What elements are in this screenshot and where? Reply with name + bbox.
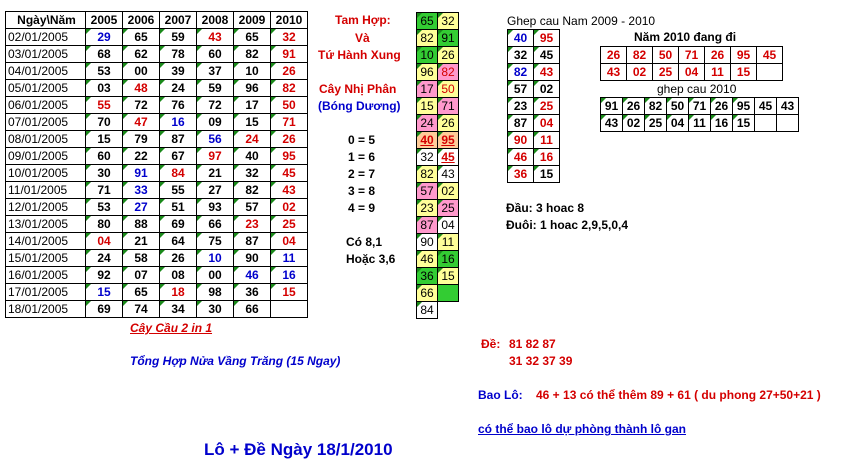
table-row	[6, 148, 308, 165]
value-cell: 36	[234, 284, 271, 301]
value-cell: 18	[160, 284, 197, 301]
year-2010-cell: 95	[731, 47, 757, 64]
table-row	[6, 216, 308, 233]
value-cell: 79	[123, 131, 160, 148]
value-cell: 98	[197, 284, 234, 301]
ghep-cell: 36	[508, 166, 534, 183]
table-row	[6, 165, 308, 182]
colored-pair-column	[416, 12, 459, 319]
pair-cell: 32	[438, 13, 459, 30]
footer-title: Lô + Đề Ngày 18/1/2010	[204, 440, 393, 459]
pair-label: 4 = 9	[348, 201, 376, 215]
ghep-cell: 11	[534, 132, 560, 149]
header-cell: 2010	[271, 12, 308, 29]
ghep-2010-cell: 04	[667, 115, 689, 132]
value-cell: 67	[160, 148, 197, 165]
value-cell: 08	[160, 267, 197, 284]
tu-hanh-xung-label: Tứ Hành Xung	[318, 48, 401, 62]
year-2010-cell	[757, 64, 783, 81]
value-cell: 02	[271, 199, 308, 216]
pair-cell: 50	[438, 81, 459, 98]
value-cell: 95	[271, 148, 308, 165]
ghep-2010-cell: 02	[623, 115, 645, 132]
table-row	[417, 217, 459, 234]
value-cell: 30	[86, 165, 123, 182]
cay-nhi-phan-label: Cây Nhị Phân	[319, 82, 397, 96]
value-cell: 50	[271, 97, 308, 114]
header-cell: 2009	[234, 12, 271, 29]
pair-cell: 24	[417, 115, 438, 132]
value-cell: 40	[234, 148, 271, 165]
dau-text: Đầu: 3 hoac 8	[506, 201, 585, 215]
ghep-cau-2010-table	[600, 97, 799, 132]
table-row	[508, 81, 560, 98]
value-cell: 25	[271, 216, 308, 233]
pair-cell: 26	[438, 47, 459, 64]
value-cell: 97	[197, 148, 234, 165]
table-row	[508, 30, 560, 47]
ghep-cell: 95	[534, 30, 560, 47]
value-cell: 90	[234, 250, 271, 267]
pair-label: 2 = 7	[348, 167, 376, 181]
value-cell: 10	[234, 63, 271, 80]
value-cell: 24	[160, 80, 197, 97]
value-cell: 21	[197, 165, 234, 182]
value-cell: 78	[160, 46, 197, 63]
ghep-2010-cell: 71	[689, 98, 711, 115]
bao-lo-label: Bao Lô:	[478, 388, 523, 402]
date-cell: 10/01/2005	[6, 165, 86, 182]
value-cell: 71	[86, 182, 123, 199]
value-cell: 93	[197, 199, 234, 216]
table-row	[417, 132, 459, 149]
tong-hop-text: Tổng Hợp Nửa Vầng Trăng (15 Ngay)	[130, 354, 341, 368]
pair-cell: 45	[438, 149, 459, 166]
header-cell: Ngày\Năm	[6, 12, 86, 29]
date-cell: 08/01/2005	[6, 131, 86, 148]
pair-cell: 40	[417, 132, 438, 149]
ghep-cell: 46	[508, 149, 534, 166]
ghep-cell: 43	[534, 64, 560, 81]
value-cell: 76	[160, 97, 197, 114]
table-row	[6, 97, 308, 114]
ghep-2010-cell: 95	[733, 98, 755, 115]
date-cell: 07/01/2005	[6, 114, 86, 131]
value-cell: 92	[86, 267, 123, 284]
value-cell: 71	[271, 114, 308, 131]
value-cell: 16	[160, 114, 197, 131]
table-row	[508, 64, 560, 81]
ghep-2010-cell	[755, 115, 777, 132]
table-row	[508, 115, 560, 132]
value-cell: 26	[271, 63, 308, 80]
pair-label: 1 = 6	[348, 150, 376, 164]
pair-label: 3 = 8	[348, 184, 376, 198]
ghep-cell: 25	[534, 98, 560, 115]
table-row	[417, 302, 459, 319]
pair-cell: 43	[438, 166, 459, 183]
date-cell: 12/01/2005	[6, 199, 86, 216]
date-cell: 04/01/2005	[6, 63, 86, 80]
value-cell: 43	[197, 29, 234, 46]
table-row	[417, 268, 459, 285]
header-cell: 2007	[160, 12, 197, 29]
year-2010-cell: 82	[627, 47, 653, 64]
ghep-cell: 40	[508, 30, 534, 47]
value-cell: 16	[271, 267, 308, 284]
value-cell: 66	[234, 301, 271, 318]
value-cell: 15	[86, 284, 123, 301]
table-row	[601, 98, 799, 115]
value-cell: 43	[271, 182, 308, 199]
value-cell: 09	[197, 114, 234, 131]
ghep-2010-cell: 11	[689, 115, 711, 132]
date-cell: 09/01/2005	[6, 148, 86, 165]
value-cell: 26	[271, 131, 308, 148]
value-cell: 87	[160, 131, 197, 148]
value-cell: 65	[123, 284, 160, 301]
value-cell: 55	[86, 97, 123, 114]
ghep-2010-cell: 15	[733, 115, 755, 132]
pair-cell: 11	[438, 234, 459, 251]
duoi-text: Đuôi: 1 hoac 2,9,5,0,4	[506, 218, 629, 232]
table-row	[6, 29, 308, 46]
table-row	[6, 199, 308, 216]
ghep-2010-cell: 50	[667, 98, 689, 115]
pair-cell: 15	[438, 268, 459, 285]
pair-cell: 46	[417, 251, 438, 268]
value-cell: 65	[234, 29, 271, 46]
table-row	[6, 301, 308, 318]
table-row	[6, 80, 308, 97]
ghep-2010-cell: 26	[711, 98, 733, 115]
pair-cell: 96	[417, 64, 438, 81]
value-cell: 64	[160, 233, 197, 250]
value-cell: 56	[197, 131, 234, 148]
table-row	[417, 200, 459, 217]
table-row	[6, 250, 308, 267]
ghep-2010-cell: 45	[755, 98, 777, 115]
va-label: Và	[355, 31, 370, 45]
ghep-cau-2010-title: ghep cau 2010	[657, 82, 737, 96]
date-cell: 02/01/2005	[6, 29, 86, 46]
ghep-cell: 87	[508, 115, 534, 132]
table-row	[417, 149, 459, 166]
value-cell: 69	[160, 216, 197, 233]
table-row	[601, 47, 783, 64]
pair-cell: 82	[417, 166, 438, 183]
value-cell: 30	[197, 301, 234, 318]
table-row	[417, 98, 459, 115]
value-cell: 39	[160, 63, 197, 80]
table-row	[417, 64, 459, 81]
pair-cell: 87	[417, 217, 438, 234]
table-row	[508, 47, 560, 64]
year-2010-cell: 45	[757, 47, 783, 64]
de-line2: 31 32 37 39	[509, 354, 573, 368]
pair-cell: 04	[438, 217, 459, 234]
table-row	[417, 115, 459, 132]
date-cell: 16/01/2005	[6, 267, 86, 284]
date-cell: 18/01/2005	[6, 301, 86, 318]
pair-cell: 17	[417, 81, 438, 98]
year-2010-cell: 04	[679, 64, 705, 81]
value-cell: 59	[160, 29, 197, 46]
value-cell: 00	[123, 63, 160, 80]
table-row	[601, 115, 799, 132]
date-cell: 13/01/2005	[6, 216, 86, 233]
table-row	[417, 251, 459, 268]
pair-cell: 32	[417, 149, 438, 166]
ghep-2010-cell: 16	[711, 115, 733, 132]
header-cell: 2005	[86, 12, 123, 29]
ghep-2010-cell: 82	[645, 98, 667, 115]
value-cell: 59	[197, 80, 234, 97]
value-cell: 15	[271, 284, 308, 301]
ghep-2010-cell: 91	[601, 98, 623, 115]
ghep-cell: 82	[508, 64, 534, 81]
value-cell: 69	[86, 301, 123, 318]
main-year-table	[5, 11, 308, 318]
pair-cell: 65	[417, 13, 438, 30]
de-label: Đề:	[481, 337, 501, 351]
pair-cell: 36	[417, 268, 438, 285]
table-row	[417, 47, 459, 64]
value-cell: 57	[234, 199, 271, 216]
value-cell: 84	[160, 165, 197, 182]
value-cell: 62	[123, 46, 160, 63]
pair-label: 0 = 5	[348, 133, 376, 147]
value-cell: 74	[123, 301, 160, 318]
value-cell: 04	[271, 233, 308, 250]
ghep-cell: 02	[534, 81, 560, 98]
value-cell: 70	[86, 114, 123, 131]
year-2010-table	[600, 46, 783, 81]
table-row	[417, 13, 459, 30]
pair-cell: 57	[417, 183, 438, 200]
ghep-cell: 04	[534, 115, 560, 132]
value-cell: 91	[271, 46, 308, 63]
pair-cell: 23	[417, 200, 438, 217]
ghep-cau-title: Ghep cau Nam 2009 - 2010	[507, 14, 656, 28]
pair-cell: 02	[438, 183, 459, 200]
value-cell: 82	[234, 46, 271, 63]
value-cell: 29	[86, 29, 123, 46]
pair-cell: 82	[438, 64, 459, 81]
value-cell: 15	[234, 114, 271, 131]
value-cell: 46	[234, 267, 271, 284]
value-cell: 66	[197, 216, 234, 233]
value-cell: 24	[234, 131, 271, 148]
value-cell: 11	[271, 250, 308, 267]
value-cell: 33	[123, 182, 160, 199]
value-cell: 27	[123, 199, 160, 216]
table-row	[6, 114, 308, 131]
value-cell: 55	[160, 182, 197, 199]
date-cell: 06/01/2005	[6, 97, 86, 114]
ghep-cell: 32	[508, 47, 534, 64]
ghep-cell: 23	[508, 98, 534, 115]
pair-cell: 16	[438, 251, 459, 268]
table-row	[417, 166, 459, 183]
table-row	[508, 132, 560, 149]
pair-cell: 82	[417, 30, 438, 47]
value-cell: 32	[234, 165, 271, 182]
table-row	[417, 183, 459, 200]
value-cell: 00	[197, 267, 234, 284]
value-cell: 45	[271, 165, 308, 182]
value-cell: 82	[234, 182, 271, 199]
tam-hop-label: Tam Hợp:	[335, 13, 391, 27]
pair-cell: 95	[438, 132, 459, 149]
value-cell: 03	[86, 80, 123, 97]
pair-cell: 10	[417, 47, 438, 64]
value-cell: 23	[234, 216, 271, 233]
pair-cell: 91	[438, 30, 459, 47]
table-row	[6, 46, 308, 63]
year-2010-cell: 50	[653, 47, 679, 64]
table-row	[6, 63, 308, 80]
value-cell: 96	[234, 80, 271, 97]
pair-cell: 90	[417, 234, 438, 251]
table-row	[601, 64, 783, 81]
date-cell: 03/01/2005	[6, 46, 86, 63]
table-row	[6, 284, 308, 301]
value-cell: 60	[197, 46, 234, 63]
pair-cell: 25	[438, 200, 459, 217]
value-cell	[271, 301, 308, 318]
value-cell: 24	[86, 250, 123, 267]
bong-duong-label: (Bóng Dương)	[318, 99, 401, 113]
value-cell: 82	[271, 80, 308, 97]
bao-lo-gan-link[interactable]: có thể bao lô dự phòng thành lô gan	[478, 422, 687, 436]
co81-label: Có 8,1	[346, 235, 383, 249]
value-cell: 26	[160, 250, 197, 267]
de-line1: 81 82 87	[509, 337, 556, 351]
ghep-cell: 90	[508, 132, 534, 149]
year-2010-cell: 26	[601, 47, 627, 64]
value-cell: 37	[197, 63, 234, 80]
table-row	[6, 131, 308, 148]
table-row	[6, 267, 308, 284]
table-row	[417, 285, 459, 302]
table-row	[6, 182, 308, 199]
pair-cell: 84	[417, 302, 438, 319]
value-cell: 80	[86, 216, 123, 233]
pair-cell	[438, 285, 459, 302]
year-2010-cell: 11	[705, 64, 731, 81]
ghep-cell: 45	[534, 47, 560, 64]
table-row	[417, 234, 459, 251]
hoac36-label: Hoặc 3,6	[346, 252, 396, 266]
value-cell: 58	[123, 250, 160, 267]
date-cell: 11/01/2005	[6, 182, 86, 199]
value-cell: 72	[123, 97, 160, 114]
table-row	[508, 149, 560, 166]
value-cell: 60	[86, 148, 123, 165]
table-row	[6, 233, 308, 250]
ghep-2010-cell: 43	[777, 98, 799, 115]
value-cell: 53	[86, 199, 123, 216]
date-cell: 15/01/2005	[6, 250, 86, 267]
ghep-2010-cell	[777, 115, 799, 132]
value-cell: 32	[271, 29, 308, 46]
value-cell: 51	[160, 199, 197, 216]
table-row	[417, 30, 459, 47]
value-cell: 72	[197, 97, 234, 114]
bao-lo-text: 46 + 13 có thể thêm 89 + 61 ( du phong 27+50+21 )	[536, 388, 821, 402]
value-cell: 10	[197, 250, 234, 267]
date-cell: 17/01/2005	[6, 284, 86, 301]
table-row	[508, 98, 560, 115]
ghep-2010-cell: 43	[601, 115, 623, 132]
year-2010-cell: 43	[601, 64, 627, 81]
ghep-cell: 57	[508, 81, 534, 98]
value-cell: 68	[86, 46, 123, 63]
ghep-pair-table	[507, 29, 560, 183]
table-row	[417, 81, 459, 98]
ghep-2010-cell: 25	[645, 115, 667, 132]
value-cell: 91	[123, 165, 160, 182]
cay-cau-link[interactable]: Cây Cầu 2 in 1	[130, 321, 213, 335]
value-cell: 53	[86, 63, 123, 80]
table-row	[508, 166, 560, 183]
value-cell: 75	[197, 233, 234, 250]
value-cell: 87	[234, 233, 271, 250]
ghep-cell: 16	[534, 149, 560, 166]
value-cell: 47	[123, 114, 160, 131]
value-cell: 34	[160, 301, 197, 318]
header-cell: 2006	[123, 12, 160, 29]
value-cell: 88	[123, 216, 160, 233]
pair-cell: 66	[417, 285, 438, 302]
year-2010-cell: 26	[705, 47, 731, 64]
pair-cell: 71	[438, 98, 459, 115]
ghep-cell: 15	[534, 166, 560, 183]
value-cell: 21	[123, 233, 160, 250]
value-cell: 04	[86, 233, 123, 250]
value-cell: 65	[123, 29, 160, 46]
header-cell: 2008	[197, 12, 234, 29]
date-cell: 14/01/2005	[6, 233, 86, 250]
year-2010-cell: 71	[679, 47, 705, 64]
date-cell: 05/01/2005	[6, 80, 86, 97]
value-cell: 48	[123, 80, 160, 97]
value-cell: 15	[86, 131, 123, 148]
value-cell: 27	[197, 182, 234, 199]
pair-cell: 26	[438, 115, 459, 132]
value-cell: 22	[123, 148, 160, 165]
ghep-2010-cell: 26	[623, 98, 645, 115]
year-2010-cell: 15	[731, 64, 757, 81]
year-2010-cell: 02	[627, 64, 653, 81]
pair-cell: 15	[417, 98, 438, 115]
value-cell: 07	[123, 267, 160, 284]
value-cell: 17	[234, 97, 271, 114]
year-2010-cell: 25	[653, 64, 679, 81]
nam-2010-title: Năm 2010 đang đi	[634, 30, 737, 44]
